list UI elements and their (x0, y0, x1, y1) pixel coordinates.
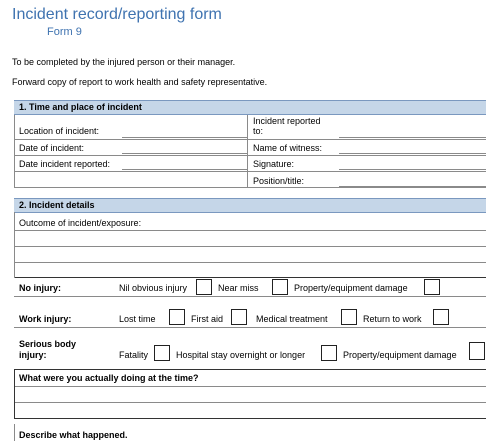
property-damage-label: Property/equipment damage (294, 283, 408, 293)
doing-question-label: What were you actually doing at the time? (19, 373, 199, 383)
reported-to-label (253, 116, 321, 136)
form-title: Incident record/reporting form (12, 6, 222, 23)
answer-line[interactable] (14, 418, 486, 419)
lost-time-checkbox[interactable] (169, 309, 185, 325)
serious-property-damage-label: Property/equipment damage (343, 350, 457, 360)
answer-line[interactable] (14, 402, 486, 403)
signature-label: Signature: (253, 159, 295, 169)
row-divider (14, 155, 486, 156)
reported-to-field[interactable] (339, 137, 486, 138)
medical-treatment-checkbox[interactable] (341, 309, 357, 325)
hospital-stay-label: Hospital stay overnight or longer (176, 350, 306, 360)
intro-instruction: To be completed by the injured person or their manager. (12, 57, 236, 67)
table-border-bottom (14, 187, 486, 188)
nil-obvious-injury-label: Nil obvious injury (119, 283, 188, 293)
date-reported-field[interactable] (122, 169, 247, 170)
question-box-left (14, 424, 15, 441)
serious-injury-label-line2: injury: (19, 350, 47, 360)
serious-injury-label-line1: Serious body (19, 339, 77, 349)
row-divider (14, 171, 486, 172)
first-aid-label: First aid (191, 314, 224, 324)
near-miss-checkbox[interactable] (272, 279, 288, 295)
row-divider (14, 327, 486, 328)
section-2-heading (14, 198, 486, 213)
outcome-line[interactable] (14, 262, 486, 263)
question-box-left (14, 369, 15, 419)
hospital-stay-checkbox[interactable] (321, 345, 337, 361)
near-miss-label: Near miss (218, 283, 259, 293)
fatality-label: Fatality (119, 350, 149, 360)
return-to-work-label: Return to work (363, 314, 422, 324)
form-number: Form 9 (47, 26, 82, 38)
witness-field[interactable] (339, 153, 486, 154)
question-box-top (14, 369, 486, 370)
table-border-left (14, 212, 15, 278)
row-divider (14, 296, 486, 297)
intro-forward-note: Forward copy of report to work health and safety representative. (12, 77, 268, 87)
date-label: Date of incident: (19, 143, 85, 153)
outcome-label: Outcome of incident/exposure: (19, 218, 142, 228)
location-field[interactable] (122, 137, 247, 138)
row-divider (14, 139, 486, 140)
table-border-left (14, 115, 15, 187)
return-to-work-checkbox[interactable] (433, 309, 449, 325)
reported-to-label-line2: to: (253, 126, 264, 136)
reported-to-label-line1: Incident reported (253, 116, 321, 126)
section-1-heading (14, 100, 486, 115)
table-divider (247, 115, 248, 187)
signature-field[interactable] (339, 169, 486, 170)
date-field[interactable] (122, 153, 247, 154)
medical-treatment-label: Medical treatment (256, 314, 328, 324)
fatality-checkbox[interactable] (154, 345, 170, 361)
work-injury-label: Work injury: (19, 314, 72, 324)
position-label: Position/title: (253, 176, 305, 186)
nil-obvious-injury-checkbox[interactable] (196, 279, 212, 295)
outcome-line[interactable] (14, 277, 486, 278)
property-damage-checkbox[interactable] (424, 279, 440, 295)
section-1-title: 1. Time and place of incident (19, 102, 142, 112)
serious-injury-label (19, 339, 76, 361)
section-2-title: 2. Incident details (19, 200, 95, 210)
answer-line[interactable] (14, 386, 486, 387)
location-label: Location of incident: (19, 126, 100, 136)
outcome-line[interactable] (14, 230, 486, 231)
outcome-line[interactable] (14, 246, 486, 247)
lost-time-label: Lost time (119, 314, 156, 324)
date-reported-label: Date incident reported: (19, 159, 111, 169)
witness-label: Name of witness: (253, 143, 323, 153)
describe-question-label: Describe what happened. (19, 430, 128, 440)
first-aid-checkbox[interactable] (231, 309, 247, 325)
no-injury-label: No injury: (19, 283, 61, 293)
serious-property-damage-checkbox[interactable] (469, 342, 485, 360)
